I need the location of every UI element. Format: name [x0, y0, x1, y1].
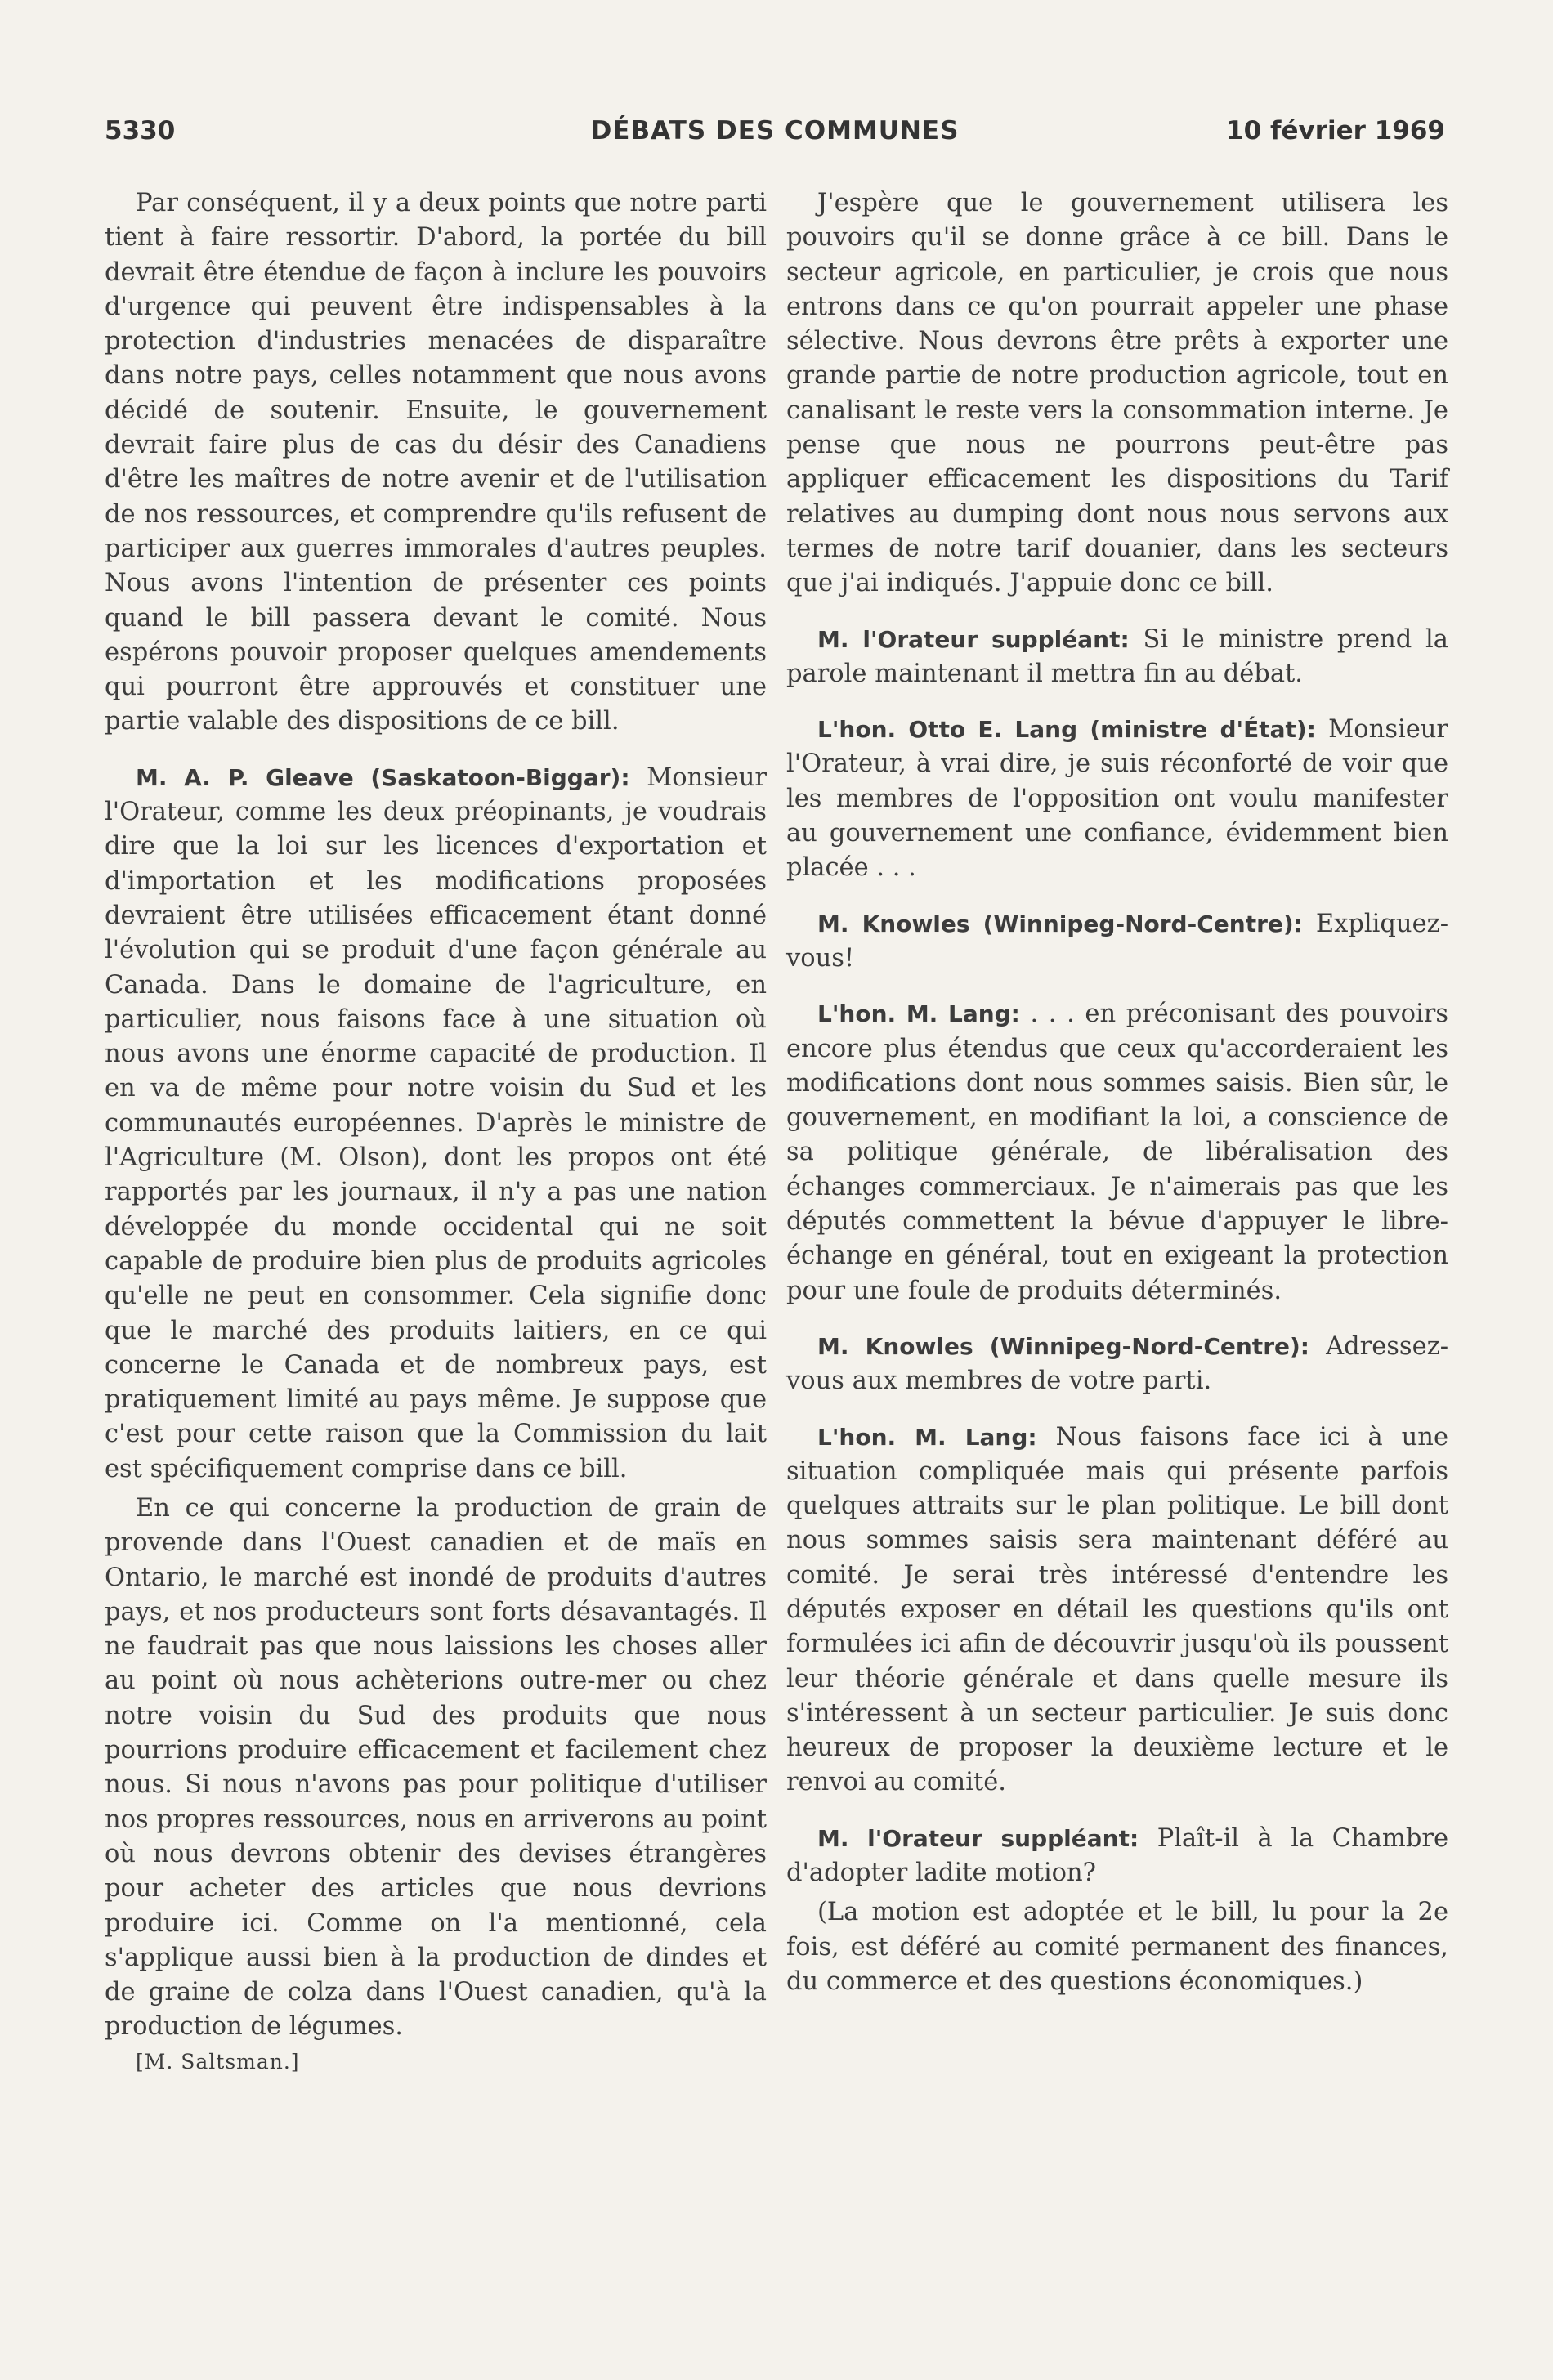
speech-text: Plaît-il à la Chambre d'adopter ladite motion?: [786, 1823, 1448, 1888]
speech-gleave: [105, 761, 767, 1487]
left-column: [105, 186, 767, 2079]
paragraph: Par conséquent, il y a deux points que notre parti tient à faire ressortir. D'abord, la portée du bill devrait être étendue de façon à inclure les pouvoirs d'urgence qui peuvent être indispensables à la protection d'industries menacées de disparaître dans notre pays, celles notamment que nous avons décidé de soutenir. Ensuite, le gouvernement devrait faire plus de cas du désir des Canadiens d'être les maîtres de notre avenir et de l'utilisation de nos ressources, et comprendre qu'ils refusent de participer aux guerres immorales d'autres peuples. Nous avons l'intention de présenter ces points quand le bill passera devant le comité. Nous espérons pouvoir proposer quelques amendements qui pourront être approuvés et constituer une partie valable des dispositions de ce bill.: [105, 189, 767, 736]
page-number: 5330: [105, 116, 176, 145]
speaker-name: M. l'Orateur suppléant:: [817, 625, 1130, 653]
speaker-name: L'hon. M. Lang:: [817, 1423, 1037, 1451]
motion-result: (La motion est adoptée et le bill, lu pour la 2e fois, est déféré au comité permanent des finances, du commerce et des questions économiques.): [786, 1898, 1448, 1996]
speech-text: Monsieur l'Orateur, à vrai dire, je suis réconforté de voir que les membres de l'opposition ont voulu manifester au gouvernement une confiance, évidemment bien placée . . .: [786, 715, 1448, 883]
speaker-name: M. A. P. Gleave (Saskatoon-Biggar):: [136, 763, 630, 791]
speaker-name: M. Knowles (Winnipeg-Nord-Centre):: [817, 910, 1303, 937]
speech-text: . . . en préconisant des pouvoirs encore plus étendus que ceux qu'accorderaient les modifications dont nous sommes saisis. Bien sûr, le gouvernement, en modifiant la loi, a conscience de sa politique générale, de libéralisation des échanges commerciaux. Je n'aimerais pas que les députés commettent la bévue d'appuyer le libre-échange en général, tout en exigeant la protection pour une foule de produits déterminés.: [786, 1000, 1448, 1305]
speaker-tag: [M. Saltsman.]: [136, 2049, 300, 2074]
speech: [786, 1330, 1448, 1399]
speech: [786, 907, 1448, 977]
speech-text: Adressez-vous aux membres de votre parti.: [786, 1331, 1449, 1396]
speaker-name: L'hon. M. Lang:: [817, 1000, 1020, 1028]
speaker-name: L'hon. Otto E. Lang (ministre d'État):: [817, 716, 1316, 744]
speech-text: Nous faisons face ici à une situation compliquée mais qui présente parfois quelques attraits sur le plan politique. Le bill dont nous sommes saisis sera maintenant déféré au comité. Je serai très intéressé d'entendre les députés exposer en détail les questions qu'ils ont formulées ici afin de découvrir jusqu'où ils poussent leur théorie générale et dans quelle mesure ils s'intéressent à un secteur particulier. Je suis donc heureux de proposer la deuxième lecture et le renvoi au comité.: [786, 1422, 1448, 1797]
speech: [786, 1420, 1448, 1801]
page-date: 10 février 1969: [1226, 116, 1445, 145]
speech-text: Expliquez-vous!: [786, 909, 1448, 973]
paragraph: En ce qui concerne la production de grain de provende dans l'Ouest canadien et de maïs en Ontario, le marché est inondé de produits d'autres pays, et nos producteurs sont forts désavantagés. Il ne faudrait pas que nous laissions les choses aller au point où nous achèterions outre-mer ou chez notre voisin du Sud des produits que nous pourrions produire efficacement et facilement chez nous. Si nous n'avons pas pour politique d'utiliser nos propres ressources, nous en arriverons au point où nous devrons obtenir des devises étrangères pour acheter des articles que nous devrions produire ici. Comme on l'a mentionné, cela s'applique aussi bien à la production de dindes et de graine de colza dans l'Ouest canadien, qu'à la production de légumes.: [105, 1493, 767, 2042]
speech: [786, 1822, 1448, 1891]
speech: [786, 713, 1448, 885]
publication-title: DÉBATS DES COMMUNES: [590, 116, 960, 145]
speech: [786, 623, 1448, 692]
speech-text: Si le ministre prend la parole maintenant il mettra fin au débat.: [786, 624, 1448, 688]
right-column: [786, 186, 1448, 1999]
speaker-name: M. Knowles (Winnipeg-Nord-Centre):: [817, 1332, 1309, 1360]
paragraph: J'espère que le gouvernement utilisera les pouvoirs qu'il se donne grâce à ce bill. Dans le secteur agricole, en particulier, je crois que nous entrons dans ce qu'on pourrait appeler une phase sélective. Nous devrons être prêts à exporter une grande partie de notre production agricole, tout en canalisant le reste vers la consommation interne. Je pense que nous ne pourrons peut-être pas appliquer efficacement les dispositions du Tarif relatives au dumping dont nous nous servons aux termes de notre tarif douanier, dans les secteurs que j'ai indiqués. J'appuie donc ce bill.: [786, 189, 1448, 598]
speech: [786, 997, 1448, 1309]
speech-text: Monsieur l'Orateur, comme les deux préopinants, je voudrais dire que la loi sur les licences d'exportation et d'importation et les modifications proposées devraient être utilisées efficacement étant donné l'évolution qui se produit d'une façon générale au Canada. Dans le domaine de l'agriculture, en particulier, nous faisons face à une situation où nous avons une énorme capacité de production. Il en va de même pour notre voisin du Sud et les communautés européennes. D'après le ministre de l'Agriculture (M. Olson), dont les propos ont été rapportés par les journaux, il n'y a pas une nation développée du monde occidental qui ne soit capable de produire bien plus de produits agricoles qu'elle ne peut en consommer. Cela signifie donc que le marché des produits laitiers, en ce qui concerne le Canada et de nombreux pays, est pratiquement limité au pays même. Je suppose que c'est pour cette raison que la Commission du lait est spécifiquement comprise dans ce bill.: [105, 763, 767, 1483]
page-header: [105, 116, 1445, 157]
speaker-name: M. l'Orateur suppléant:: [817, 1824, 1139, 1852]
